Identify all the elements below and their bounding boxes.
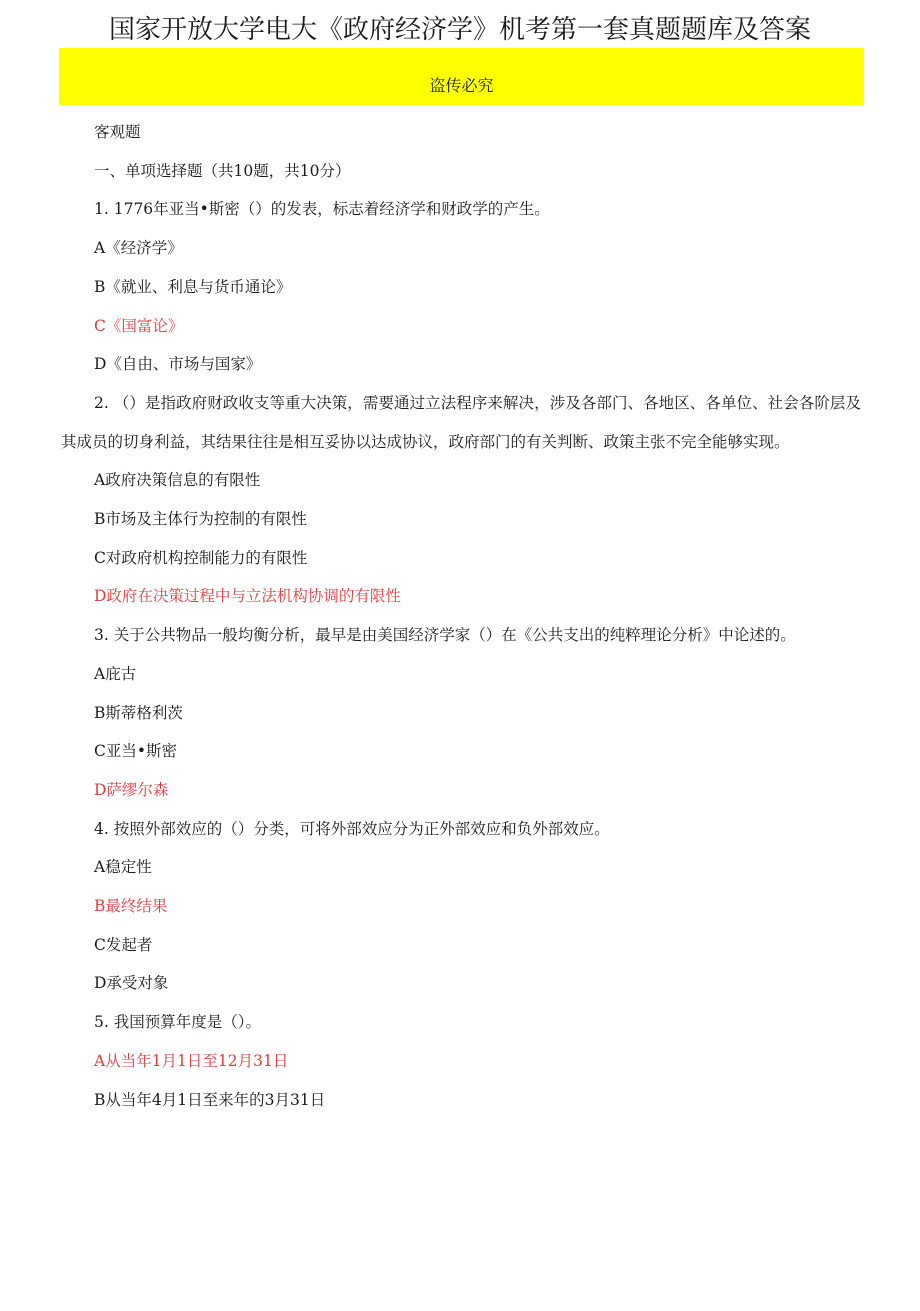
- question-block: [61, 384, 861, 616]
- question-stem: 5. 我国预算年度是（）。: [94, 1013, 261, 1032]
- option-a: A政府决策信息的有限性: [94, 471, 261, 490]
- question-stem: 1. 1776年亚当•斯密（）的发表，标志着经济学和财政学的产生。: [94, 200, 550, 219]
- option-b: B市场及主体行为控制的有限性: [94, 510, 307, 529]
- question-stem: 2. （）是指政府财政收支等重大决策，需要通过立法程序来解决，涉及各部门、各地区、各单位、社会各阶层及其成员的切身利益，其结果往往是相互妥协以达成协议，政府部门的有关判断、政策主张不完全能够实现。: [61, 393, 861, 451]
- document-title: 国家开放大学电大《政府经济学》机考第一套真题题库及答案: [108, 15, 811, 45]
- part-heading: 一、单项选择题（共10题，共10分）: [94, 161, 351, 180]
- question-block: [61, 1003, 861, 1119]
- option-a: A从当年1月1日至12月31日: [94, 1051, 289, 1070]
- option-c: C发起者: [94, 935, 153, 954]
- option-c: C亚当•斯密: [94, 742, 178, 761]
- option-b: B最终结果: [94, 897, 168, 916]
- question-stem: 3. 关于公共物品一般均衡分析，最早是由美国经济学家（）在《公共支出的纯粹理论分析》中论述的。: [94, 626, 796, 645]
- warning-banner: [59, 48, 864, 105]
- question-block: [61, 616, 861, 810]
- option-a: A《经济学》: [94, 239, 183, 258]
- document-body: [61, 113, 861, 1119]
- option-b: B从当年4月1日至来年的3月31日: [94, 1090, 326, 1109]
- option-d: D政府在决策过程中与立法机构协调的有限性: [94, 587, 401, 606]
- option-d: D萨缪尔森: [94, 780, 169, 799]
- option-b: B《就业、利息与货币通论》: [94, 277, 292, 296]
- question-block: [61, 810, 861, 1004]
- option-a: A庇古: [94, 664, 137, 683]
- banner-text: 盗传必究: [429, 76, 494, 95]
- option-b: B斯蒂格利茨: [94, 703, 183, 722]
- question-block: [61, 190, 861, 384]
- question-stem: 4. 按照外部效应的（）分类，可将外部效应分为正外部效应和负外部效应。: [94, 819, 610, 838]
- option-d: D《自由、市场与国家》: [94, 355, 262, 374]
- option-c: C对政府机构控制能力的有限性: [94, 548, 308, 567]
- section-heading: 客观题: [94, 123, 141, 141]
- option-d: D承受对象: [94, 974, 169, 993]
- option-c: C《国富论》: [94, 316, 184, 335]
- option-a: A稳定性: [94, 858, 152, 877]
